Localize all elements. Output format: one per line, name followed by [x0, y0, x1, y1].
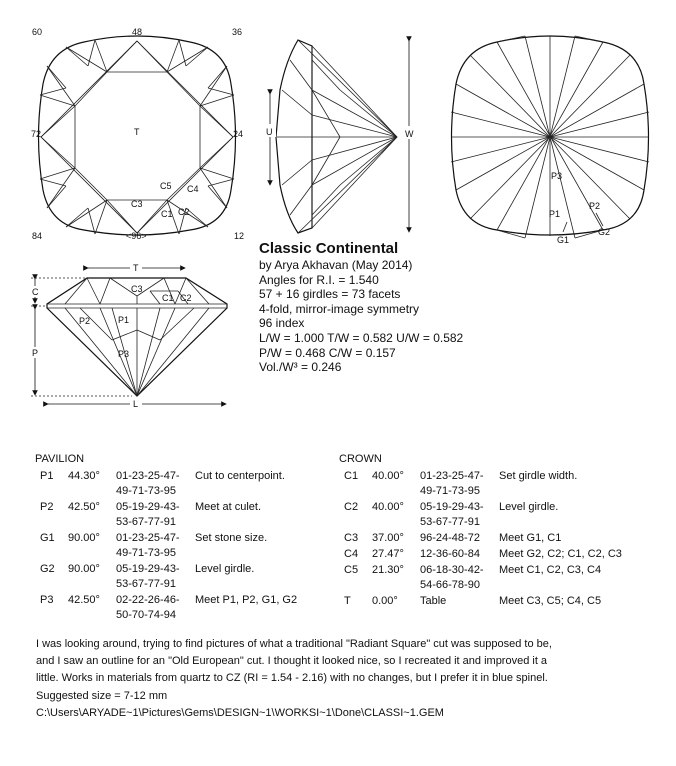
facet-index: 06-18-30-42- 54-66-78-90: [420, 564, 484, 591]
pavilion-table: [35, 452, 335, 624]
facet-instruction: Meet at culet.: [195, 501, 262, 514]
facet-angle: 44.30°: [68, 470, 100, 483]
facet-instruction: Meet C3, C5; C4, C5: [499, 595, 602, 608]
table-row: [339, 563, 659, 594]
facet-label-c2: C2: [178, 207, 190, 217]
dimension-label-u: U: [266, 127, 273, 137]
index-label-36: 36: [232, 27, 243, 37]
design-author: by Arya Akhavan (May 2014): [259, 258, 413, 272]
facet-instruction: Cut to centerpoint.: [195, 470, 285, 483]
profile-facet-c1: C1: [162, 293, 174, 303]
facet-label-p1: P1: [549, 209, 561, 219]
pavilion-heading: PAVILION: [35, 453, 85, 465]
facet-name: P3: [40, 594, 54, 607]
facet-name: G1: [40, 532, 55, 545]
facet-instruction: Level girdle.: [195, 563, 255, 576]
side-facet-lines: [277, 40, 397, 233]
facet-instruction: Meet P1, P2, G1, G2: [195, 594, 298, 607]
profile-label-c: C: [32, 287, 39, 297]
pavilion-view: [451, 36, 649, 245]
facet-instruction: Set girdle width.: [499, 470, 578, 483]
facet-name: C1: [344, 470, 359, 483]
facet-label-t: T: [134, 127, 140, 137]
facet-index: 01-23-25-47- 49-71-73-95: [116, 532, 180, 559]
facet-label-p2: P2: [589, 201, 601, 211]
facet-angle: 90.00°: [68, 563, 100, 576]
side-view: [264, 40, 415, 233]
dimension-label-w: W: [405, 129, 414, 139]
index-label-12: 12: [234, 231, 245, 241]
facet-instruction: Meet G2, C2; C1, C2, C3: [499, 548, 622, 561]
facet-name: C4: [344, 548, 359, 561]
design-ratios-1: L/W = 1.000 T/W = 0.582 U/W = 0.582: [259, 330, 464, 345]
facet-label-c4: C4: [187, 184, 199, 194]
facet-name: P1: [40, 470, 54, 483]
facet-label-c1: C1: [161, 209, 173, 219]
facet-name: G2: [40, 563, 55, 576]
facet-instruction: Set stone size.: [195, 532, 268, 545]
facet-label-c5: C5: [160, 181, 172, 191]
design-ri: Angles for R.I. = 1.540: [259, 272, 379, 287]
profile-facet-c2: C2: [180, 293, 192, 303]
notes-line: I was looking around, trying to find pictures of what a traditional "Radiant Square" cut was supposed to be,: [36, 638, 552, 650]
index-label-96: <96>: [126, 231, 147, 241]
file-path: C:\Users\ARYADE~1\Pictures\Gems\DESIGN~1\WORKSI~1\Done\CLASSI~1.GEM: [36, 706, 444, 719]
facet-index: Table: [420, 595, 447, 608]
index-label-48: 48: [132, 27, 143, 37]
facet-angle: 42.50°: [68, 594, 100, 607]
profile-facet-c3: C3: [131, 284, 143, 294]
profile-label-l: L: [133, 399, 139, 409]
facet-index: 05-19-29-43- 53-67-77-91: [116, 563, 180, 590]
facet-index: 12-36-60-84: [420, 548, 480, 561]
facet-angle: 42.50°: [68, 501, 100, 514]
index-label-72: 72: [31, 129, 42, 139]
facet-angle: 40.00°: [372, 501, 404, 514]
facet-name: C5: [344, 564, 359, 577]
index-label-60: 60: [32, 27, 43, 37]
design-facets: 57 + 16 girdles = 73 facets: [259, 287, 401, 302]
facet-angle: 37.00°: [372, 532, 404, 545]
table-row: [339, 469, 659, 500]
facet-label-c3: C3: [131, 199, 143, 209]
facet-index: 01-23-25-47- 49-71-73-95: [420, 470, 484, 497]
facet-name: C2: [344, 501, 359, 514]
facet-name: P2: [40, 501, 54, 514]
facet-angle: 0.00°: [372, 595, 398, 608]
notes-line: Suggested size = 7-12 mm: [36, 689, 168, 702]
table-row: [35, 562, 335, 593]
side-outline: [276, 40, 312, 233]
table-row: [35, 500, 335, 531]
profile-label-t: T: [133, 263, 139, 273]
crown-heading: CROWN: [339, 453, 382, 465]
design-info: [259, 240, 463, 375]
facet-label-p3: P3: [551, 171, 563, 181]
facet-index: 01-23-25-47- 49-71-73-95: [116, 470, 180, 497]
design-title: Classic Continental: [259, 240, 399, 257]
design-index: 96 index: [259, 316, 305, 331]
facet-angle: 21.30°: [372, 564, 404, 577]
facet-angle: 27.47°: [372, 548, 404, 561]
facet-instruction: Meet G1, C1: [499, 532, 562, 545]
profile-view: [29, 262, 227, 409]
design-ratios-2: P/W = 0.468 C/W = 0.157: [259, 345, 396, 360]
pavilion-facet-lines: [451, 36, 649, 238]
table-row: [339, 547, 659, 563]
notes-line: little. Works in materials from quartz to CZ (RI = 1.54 - 2.16) with no changes, but I prefer it in blue spinel.: [36, 672, 548, 685]
facet-index: 05-19-29-43- 53-67-77-91: [420, 501, 484, 528]
table-row: [339, 500, 659, 531]
design-notes: [36, 636, 656, 722]
profile-label-p: P: [32, 348, 39, 358]
design-volume: Vol./W³ = 0.246: [259, 360, 342, 375]
profile-facet-p1: P1: [118, 315, 130, 325]
table-row: [35, 469, 335, 500]
facet-index: 96-24-48-72: [420, 532, 480, 545]
facet-label-g2: G2: [598, 227, 611, 237]
index-label-24: 24: [233, 129, 244, 139]
facet-instruction: Level girdle.: [499, 501, 559, 514]
table-row: [35, 593, 335, 624]
crown-table: [339, 452, 659, 610]
profile-facet-p2: P2: [79, 316, 91, 326]
design-symmetry: 4-fold, mirror-image symmetry: [259, 301, 420, 316]
facet-instruction: Meet C1, C2, C3, C4: [499, 564, 602, 577]
facet-label-g1: G1: [557, 235, 570, 245]
table-row: [339, 594, 659, 610]
table-row: [35, 531, 335, 562]
facet-angle: 90.00°: [68, 532, 100, 545]
facet-index: 02-22-26-46- 50-70-74-94: [116, 594, 180, 621]
index-label-84: 84: [32, 231, 43, 241]
facet-name: C3: [344, 532, 359, 545]
notes-line: and I saw an outline for an "Old European" cut. I thought it looked nice, so I recreated it and improved it a: [36, 655, 548, 668]
profile-facet-p3: P3: [118, 349, 130, 359]
facet-name: T: [344, 595, 351, 608]
table-row: [339, 531, 659, 547]
facet-index: 05-19-29-43- 53-67-77-91: [116, 501, 180, 528]
crown-view: [31, 27, 244, 241]
facet-angle: 40.00°: [372, 470, 404, 483]
